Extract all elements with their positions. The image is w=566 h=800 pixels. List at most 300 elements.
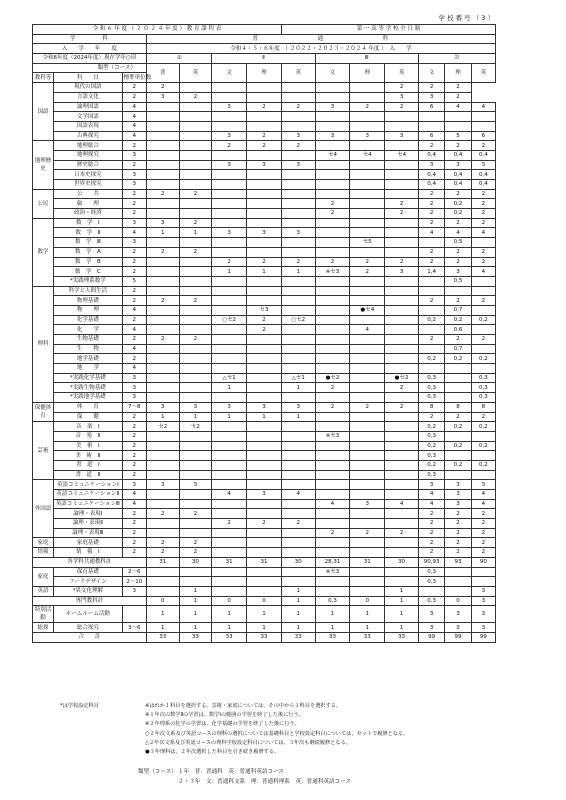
credit-cell bbox=[179, 528, 212, 538]
subject-name: 英語コミュニケーションⅢ bbox=[54, 499, 123, 509]
credit-cell bbox=[179, 519, 212, 529]
credit-cell: 4 bbox=[471, 499, 495, 509]
subject-name: 保 健 bbox=[54, 412, 123, 422]
table-row bbox=[33, 480, 496, 490]
col-tani: 標準単位数 bbox=[123, 74, 152, 81]
credit-cell bbox=[247, 364, 282, 374]
credit-cell: 3 bbox=[385, 267, 419, 277]
credit-cell bbox=[212, 335, 247, 345]
standard-credits: 7～8 bbox=[122, 402, 146, 412]
credit-cell bbox=[179, 131, 212, 141]
credit-cell bbox=[281, 460, 315, 470]
credit-cell: 90,93 bbox=[418, 557, 444, 567]
header-row-2 bbox=[33, 34, 496, 44]
credit-cell bbox=[212, 199, 247, 209]
standard-credits: 2 bbox=[122, 451, 146, 461]
table-row bbox=[33, 431, 496, 441]
credit-cell bbox=[281, 393, 315, 403]
credit-cell bbox=[315, 490, 350, 500]
table-row bbox=[33, 373, 496, 383]
course-line bbox=[138, 777, 351, 787]
credit-cell: 2 bbox=[247, 141, 282, 151]
credit-cell bbox=[350, 315, 385, 325]
credit-cell: 1 bbox=[146, 623, 179, 633]
credit-cell bbox=[247, 373, 282, 383]
table-row bbox=[33, 112, 496, 122]
credit-cell: 2 bbox=[418, 528, 444, 538]
credit-cell: 1 bbox=[179, 412, 212, 422]
credit-cell bbox=[315, 538, 350, 548]
credit-cell: 3 bbox=[471, 480, 495, 490]
credit-cell: 2 bbox=[471, 519, 495, 529]
credit-cell bbox=[247, 354, 282, 364]
subject-name: 歴史総合 bbox=[54, 160, 123, 170]
credit-cell: 3 bbox=[350, 131, 385, 141]
credit-cell: 2 bbox=[350, 402, 385, 412]
credit-cell bbox=[212, 238, 247, 248]
credit-cell: 1 bbox=[315, 623, 350, 633]
credit-cell bbox=[315, 364, 350, 374]
credit-cell: 2 bbox=[418, 189, 444, 199]
course-legend bbox=[138, 767, 351, 787]
credit-cell bbox=[247, 567, 282, 577]
credit-cell bbox=[146, 577, 179, 587]
credit-cell: 1 bbox=[179, 623, 212, 633]
credit-cell bbox=[179, 315, 212, 325]
subject-group: 情報 bbox=[33, 548, 54, 558]
credit-cell bbox=[350, 112, 385, 122]
credit-cell bbox=[445, 286, 471, 296]
standard-credits: 3 bbox=[122, 170, 146, 180]
credit-cell bbox=[385, 218, 419, 228]
credit-cell bbox=[146, 460, 179, 470]
note-text: ※はれか１科目を選択する。芸術・家庭については、その中から１科目を選択する。 bbox=[145, 703, 342, 709]
credit-cell: 4 bbox=[471, 102, 495, 112]
credit-cell: 3 bbox=[315, 102, 350, 112]
credit-cell bbox=[146, 141, 179, 151]
credit-cell bbox=[281, 567, 315, 577]
credit-cell bbox=[247, 586, 282, 596]
header-row-4 bbox=[33, 54, 496, 64]
credit-cell bbox=[146, 257, 179, 267]
credit-cell bbox=[418, 325, 444, 335]
table-row bbox=[33, 315, 496, 325]
credit-cell: 1 bbox=[212, 623, 247, 633]
standard-credits: 2 bbox=[122, 422, 146, 432]
credit-cell: 2 bbox=[471, 509, 495, 519]
credit-cell bbox=[179, 499, 212, 509]
note-line bbox=[60, 748, 408, 757]
credit-cell: 3 bbox=[146, 92, 179, 102]
credit-cell: 2 bbox=[315, 402, 350, 412]
subject-name: 化学基礎 bbox=[54, 315, 123, 325]
credit-cell: 1 bbox=[281, 596, 315, 606]
credit-cell bbox=[179, 180, 212, 190]
department-value: 普 通 科 bbox=[146, 34, 495, 44]
credit-cell bbox=[179, 170, 212, 180]
credit-cell: 1 bbox=[247, 623, 282, 633]
credit-cell: 0,2 bbox=[445, 209, 471, 219]
credit-cell: 3 bbox=[445, 160, 471, 170]
credit-cell: 2 bbox=[247, 315, 282, 325]
credit-cell bbox=[315, 141, 350, 151]
credit-cell bbox=[350, 354, 385, 364]
credit-cell bbox=[385, 548, 419, 558]
credit-cell bbox=[350, 286, 385, 296]
standard-credits: 2 bbox=[122, 470, 146, 480]
credit-cell bbox=[315, 460, 350, 470]
credit-cell: 1 bbox=[385, 623, 419, 633]
credit-cell bbox=[315, 238, 350, 248]
credit-cell: 3 bbox=[212, 160, 247, 170]
col-kamoku: 科 目 bbox=[54, 73, 123, 83]
credit-cell: 3 bbox=[471, 623, 495, 633]
credit-cell bbox=[385, 431, 419, 441]
note-line bbox=[60, 711, 408, 720]
credit-cell bbox=[179, 364, 212, 374]
credit-cell: 2 bbox=[445, 335, 471, 345]
credit-cell: 4 bbox=[445, 228, 471, 238]
credit-cell bbox=[146, 199, 179, 209]
credit-cell bbox=[445, 112, 471, 122]
credit-cell bbox=[385, 344, 419, 354]
credit-cell bbox=[385, 354, 419, 364]
credit-cell: 2 bbox=[445, 548, 471, 558]
credit-cell bbox=[179, 383, 212, 393]
credit-cell: 3 bbox=[146, 480, 179, 490]
credit-cell bbox=[146, 276, 179, 286]
credit-cell bbox=[385, 412, 419, 422]
table-row bbox=[33, 470, 496, 480]
credit-cell bbox=[179, 354, 212, 364]
credit-cell bbox=[281, 509, 315, 519]
credit-cell: 0,3 bbox=[418, 393, 444, 403]
credit-cell: 1 bbox=[350, 606, 385, 623]
credit-cell: 2 bbox=[179, 548, 212, 558]
credit-cell: 2 bbox=[146, 335, 179, 345]
table-row bbox=[33, 509, 496, 519]
credit-cell: 3 bbox=[146, 218, 179, 228]
credit-cell: 2 bbox=[471, 189, 495, 199]
credit-cell: 99 bbox=[471, 632, 495, 642]
year-total: 計 bbox=[418, 54, 495, 64]
credit-cell bbox=[315, 509, 350, 519]
credit-cell bbox=[350, 412, 385, 422]
type-col-7: 理 bbox=[350, 63, 385, 82]
credit-cell: 0,3 bbox=[418, 451, 444, 461]
subject-name: 科学と人間生活 bbox=[54, 286, 123, 296]
credit-cell bbox=[445, 451, 471, 461]
standard-credits: 2 bbox=[122, 412, 146, 422]
credit-cell bbox=[385, 422, 419, 432]
credit-cell bbox=[471, 121, 495, 131]
standard-credits: 2 bbox=[122, 209, 146, 219]
credit-cell: 3 bbox=[281, 402, 315, 412]
credit-cell: 6 bbox=[418, 102, 444, 112]
credit-cell bbox=[247, 538, 282, 548]
credit-cell: 3 bbox=[146, 402, 179, 412]
credit-cell: 33 bbox=[247, 632, 282, 642]
credit-cell: 0,3 bbox=[418, 596, 444, 606]
credit-cell bbox=[350, 567, 385, 577]
credit-cell bbox=[146, 315, 179, 325]
credit-cell: 3 bbox=[471, 586, 495, 596]
credit-cell: △セ1 bbox=[281, 373, 315, 383]
credit-cell: 31 bbox=[212, 557, 247, 567]
subject-name: 物 理 bbox=[54, 305, 123, 315]
credit-cell: 0,2 bbox=[445, 422, 471, 432]
credit-cell: 2 bbox=[418, 247, 444, 257]
credit-cell bbox=[315, 247, 350, 257]
credit-cell bbox=[418, 586, 444, 596]
standard-credits: 3 bbox=[122, 218, 146, 228]
credit-cell bbox=[212, 586, 247, 596]
credit-cell bbox=[146, 325, 179, 335]
credit-cell: セ4 bbox=[350, 150, 385, 160]
subject-group: 芸術 bbox=[33, 422, 54, 480]
credit-cell: 2 bbox=[471, 209, 495, 219]
credit-cell bbox=[385, 315, 419, 325]
table-row bbox=[33, 596, 496, 606]
credit-cell bbox=[281, 121, 315, 131]
credit-cell: 2 bbox=[418, 509, 444, 519]
credit-cell: 2 bbox=[418, 209, 444, 219]
credit-cell: 1 bbox=[212, 606, 247, 623]
type-label: 類型（コース） bbox=[33, 63, 147, 73]
credit-cell: 0,4 bbox=[418, 150, 444, 160]
note-key: *は学校設定科目 bbox=[60, 703, 99, 709]
credit-cell bbox=[385, 460, 419, 470]
credit-cell: 3 bbox=[445, 480, 471, 490]
credit-cell bbox=[247, 335, 282, 345]
credit-cell bbox=[179, 286, 212, 296]
credit-cell bbox=[212, 431, 247, 441]
credit-cell: 2 bbox=[445, 189, 471, 199]
subject-name: *実践理系数学 bbox=[54, 276, 123, 286]
subject-name: 情 報 Ⅰ bbox=[54, 548, 123, 558]
credit-cell: 0 bbox=[350, 596, 385, 606]
credit-cell: 3 bbox=[350, 499, 385, 509]
credit-cell: 2 bbox=[146, 83, 179, 93]
credit-cell bbox=[146, 431, 179, 441]
credit-cell: 2 bbox=[281, 257, 315, 267]
credit-cell bbox=[281, 451, 315, 461]
credit-cell bbox=[212, 247, 247, 257]
standard-credits: 3 bbox=[122, 586, 146, 596]
type-col-5: 英 bbox=[281, 63, 315, 82]
standard-credits: 2 bbox=[122, 286, 146, 296]
credit-cell: 1 bbox=[281, 412, 315, 422]
credit-cell bbox=[315, 441, 350, 451]
credit-cell bbox=[212, 470, 247, 480]
subject-name: 英語コミュニケーションⅠ bbox=[54, 480, 123, 490]
credit-cell bbox=[385, 189, 419, 199]
table-row bbox=[33, 150, 496, 160]
credit-cell bbox=[146, 170, 179, 180]
subject-name: *実践生物基礎 bbox=[54, 383, 123, 393]
subject-name: 数 学 Ⅰ bbox=[54, 218, 123, 228]
standard-credits: 2 bbox=[122, 538, 146, 548]
credit-cell: 1 bbox=[385, 586, 419, 596]
credit-cell bbox=[350, 335, 385, 345]
credit-cell bbox=[350, 121, 385, 131]
standard-credits: 2 bbox=[122, 431, 146, 441]
table-row bbox=[33, 257, 496, 267]
credit-cell bbox=[146, 305, 179, 315]
credit-cell bbox=[146, 267, 179, 277]
credit-cell: 3 bbox=[179, 480, 212, 490]
credit-cell bbox=[385, 170, 419, 180]
credit-cell bbox=[179, 567, 212, 577]
credit-cell bbox=[350, 141, 385, 151]
subject-name: ホームルーム活動 bbox=[54, 606, 123, 623]
school-name: 第 一 高 等 学 校 全 日 制 bbox=[281, 25, 495, 35]
credit-cell bbox=[471, 431, 495, 441]
credit-cell: セ4 bbox=[315, 150, 350, 160]
table-row bbox=[33, 267, 496, 277]
credit-cell: 4 bbox=[471, 267, 495, 277]
table-row bbox=[33, 121, 496, 131]
credit-cell: 1 bbox=[212, 383, 247, 393]
subject-name: 国語表現 bbox=[54, 121, 123, 131]
entry-year-label: 入 学 年 度 bbox=[33, 44, 147, 54]
credit-cell: 33 bbox=[315, 632, 350, 642]
curriculum-table bbox=[32, 24, 496, 643]
credit-cell bbox=[385, 509, 419, 519]
credit-cell: 0,3 bbox=[418, 470, 444, 480]
credit-cell: 1 bbox=[212, 412, 247, 422]
credit-cell bbox=[281, 247, 315, 257]
credit-cell: 2 bbox=[315, 199, 350, 209]
credit-cell bbox=[247, 509, 282, 519]
credit-cell: 2 bbox=[315, 257, 350, 267]
subject-name: 英語コミュニケーションⅡ bbox=[54, 490, 123, 500]
standard-credits: 2～6 bbox=[122, 567, 146, 577]
credit-cell bbox=[247, 112, 282, 122]
credit-cell bbox=[212, 422, 247, 432]
credit-cell: 4 bbox=[212, 490, 247, 500]
credit-cell bbox=[179, 209, 212, 219]
standard-credits: 4 bbox=[122, 121, 146, 131]
credit-cell bbox=[445, 121, 471, 131]
credit-cell bbox=[315, 305, 350, 315]
course-text: ２・３年 文：普通科文系 理：普通科理系 英：普通科英語コース bbox=[178, 779, 352, 785]
credit-cell: 2 bbox=[471, 335, 495, 345]
credit-cell bbox=[471, 470, 495, 480]
credit-cell bbox=[315, 470, 350, 480]
credit-cell: 3 bbox=[247, 160, 282, 170]
credit-cell bbox=[418, 112, 444, 122]
note-text: ※１年次の数学Ⅱの学習は、数学Ⅰの範囲の学習を終了した後に行う。 bbox=[145, 712, 304, 719]
credit-cell: 2 bbox=[146, 538, 179, 548]
credit-cell: 8 bbox=[445, 402, 471, 412]
credit-cell: 3 bbox=[418, 623, 444, 633]
header-row-1 bbox=[33, 25, 496, 35]
subject-group: 理科 bbox=[33, 286, 54, 402]
credit-cell bbox=[212, 150, 247, 160]
table-row bbox=[33, 141, 496, 151]
subject-name: 地理探究 bbox=[54, 150, 123, 160]
subject-group: 英語 bbox=[33, 586, 54, 596]
credit-cell bbox=[281, 276, 315, 286]
credit-cell bbox=[315, 480, 350, 490]
credit-cell: 1 bbox=[146, 606, 179, 623]
credit-cell: 3 bbox=[212, 131, 247, 141]
credit-cell bbox=[146, 209, 179, 219]
credit-cell: 2 bbox=[350, 267, 385, 277]
credit-cell: 4 bbox=[471, 490, 495, 500]
credit-cell: 2 bbox=[247, 519, 282, 529]
credit-cell: 33 bbox=[146, 632, 179, 642]
credit-cell bbox=[350, 548, 385, 558]
credit-cell: 1 bbox=[281, 267, 315, 277]
credit-cell: 33 bbox=[179, 632, 212, 642]
credit-cell bbox=[350, 247, 385, 257]
credit-cell bbox=[212, 296, 247, 306]
credit-cell: 2 bbox=[385, 102, 419, 112]
credit-cell bbox=[212, 112, 247, 122]
credit-cell: 2 bbox=[281, 519, 315, 529]
credit-cell bbox=[315, 83, 350, 93]
credit-cell: 1 bbox=[247, 412, 282, 422]
credit-cell: 0 bbox=[212, 596, 247, 606]
credit-cell: 90 bbox=[471, 557, 495, 567]
credit-cell: 3 bbox=[247, 402, 282, 412]
credit-cell bbox=[350, 160, 385, 170]
current-year-label: 令和6年度（2024年度）現在学年○印 bbox=[33, 54, 147, 64]
credit-cell: 2 bbox=[418, 548, 444, 558]
standard-credits: 2 bbox=[122, 354, 146, 364]
summary-label: 各学科共通教科計 bbox=[33, 557, 147, 567]
summary-label: 専門教科計 bbox=[33, 596, 147, 606]
table-body bbox=[33, 25, 496, 643]
credit-cell bbox=[385, 519, 419, 529]
subject-name: 化 学 bbox=[54, 325, 123, 335]
subject-name: 保育基礎 bbox=[54, 567, 123, 577]
credit-cell: 4 bbox=[281, 490, 315, 500]
credit-cell: 1 bbox=[315, 606, 350, 623]
credit-cell: 2 bbox=[471, 141, 495, 151]
credit-cell bbox=[212, 567, 247, 577]
subject-name: 数 学 B bbox=[54, 257, 123, 267]
credit-cell bbox=[281, 577, 315, 587]
subject-group: 地理歴史 bbox=[33, 141, 54, 189]
credit-cell bbox=[146, 344, 179, 354]
standard-credits: 3 bbox=[122, 480, 146, 490]
credit-cell bbox=[281, 286, 315, 296]
table-row bbox=[33, 451, 496, 461]
credit-cell bbox=[315, 218, 350, 228]
table-row bbox=[33, 335, 496, 345]
header-row-3 bbox=[33, 44, 496, 54]
credit-cell: 33 bbox=[281, 632, 315, 642]
credit-cell bbox=[350, 538, 385, 548]
credit-cell: 0,2 bbox=[445, 199, 471, 209]
credit-cell: 8 bbox=[471, 402, 495, 412]
credit-cell bbox=[350, 199, 385, 209]
credit-cell: 0,5 bbox=[445, 238, 471, 248]
standard-credits: 4 bbox=[122, 364, 146, 374]
credit-cell bbox=[385, 112, 419, 122]
summary-label: 合 計 bbox=[33, 632, 147, 642]
table-row bbox=[33, 499, 496, 509]
credit-cell bbox=[418, 276, 444, 286]
credit-cell bbox=[315, 519, 350, 529]
credit-cell: 3 bbox=[445, 490, 471, 500]
credit-cell: 2 bbox=[471, 528, 495, 538]
subject-name: 書 道 Ⅰ bbox=[54, 460, 123, 470]
standard-credits: 2 bbox=[122, 257, 146, 267]
